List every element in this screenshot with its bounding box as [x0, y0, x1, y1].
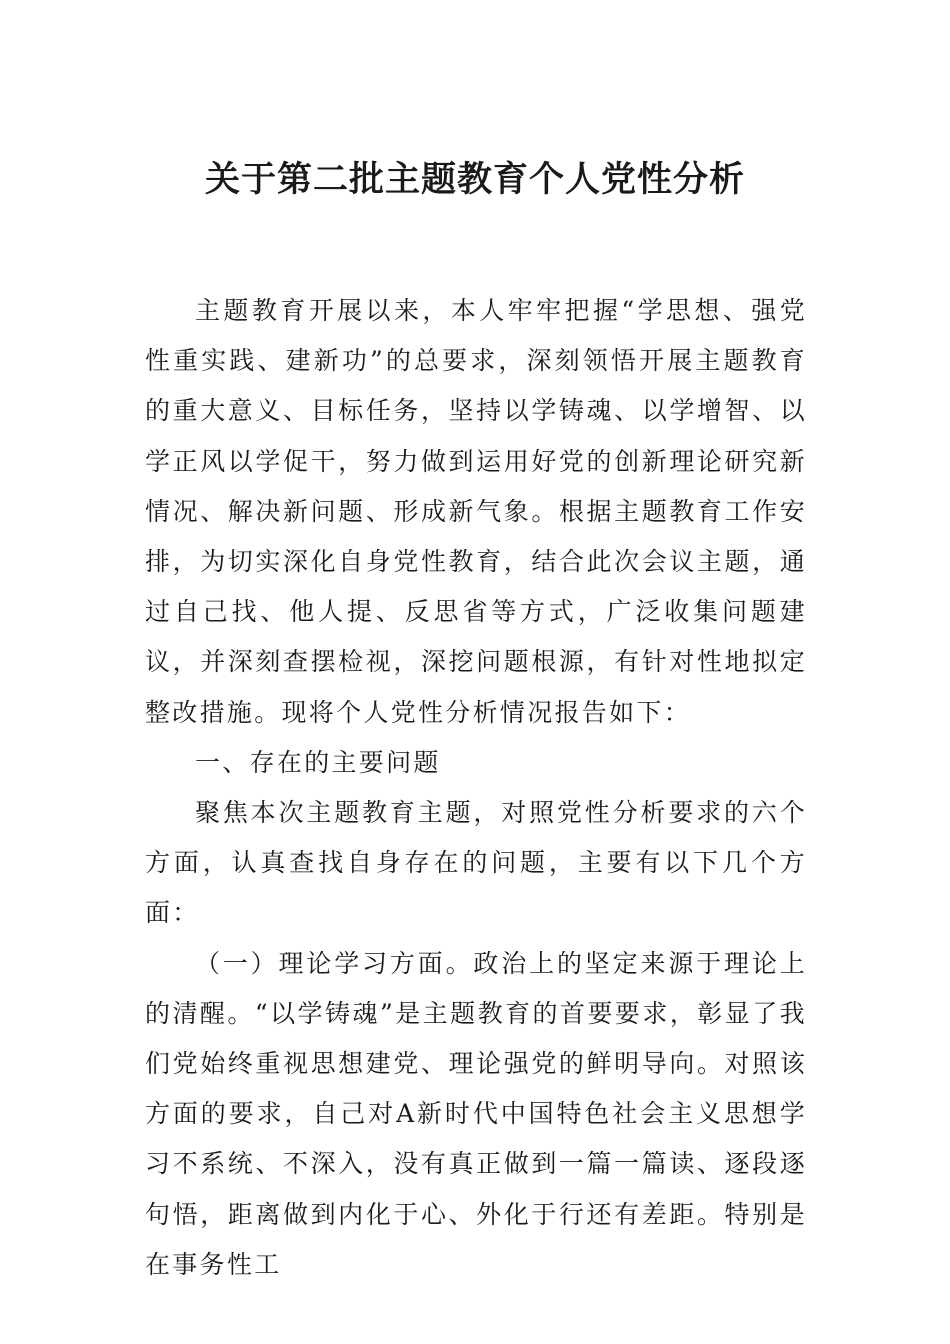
- paragraph-intro: 主题教育开展以来，本人牢牢把握“学思想、强党性重实践、建新功”的总要求，深刻领悟开展主题教育的重大意义、目标任务，坚持以学铸魂、以学增智、以学正风以学促干，努力做到运用好党的创新理论研究新情况、解决新问题、形成新气象。根据主题教育工作安排，为切实深化自身党性教育，结合此次会议主题，通过自己找、他人提、反思省等方式，广泛收集问题建议，并深刻查摆检视，深挖问题根源，有针对性地拟定整改措施。现将个人党性分析情况报告如下：: [145, 296, 807, 727]
- paragraph-overview: 聚焦本次主题教育主题，对照党性分析要求的六个方面，认真查找自身存在的问题，主要有以下几个方面：: [145, 798, 807, 928]
- document-body: [145, 286, 807, 1290]
- paragraph-theory-study: （一）理论学习方面。政治上的坚定来源于理论上的清醒。“以学铸魂”是主题教育的首要要求，彰显了我们党始终重视思想建党、理论强党的鲜明导向。对照该方面的要求，自己对A新时代中国特色社会主义思想学习不系统、不深入，没有真正做到一篇一篇读、逐段逐句悟，距离做到内化于心、外化于行还有差距。特别是在事务性工: [145, 948, 807, 1279]
- document-title: 关于第二批主题教育个人党性分析: [204, 160, 745, 200]
- section-heading-problems: 一、存在的主要问题: [195, 747, 441, 777]
